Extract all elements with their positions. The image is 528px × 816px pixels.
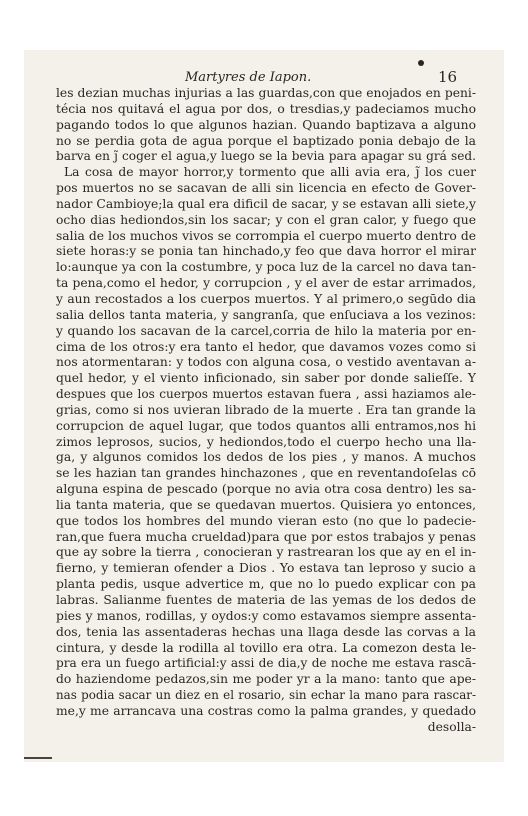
text-line: cintura, y desde la rodilla al tovillo era otra. La comezon desta le-	[56, 640, 476, 655]
text-line: corrupcion de aquel lugar, que todos quantos alli entramos,nos hi	[56, 418, 476, 433]
text-line: y quando los sacavan de la carcel,corria de hilo la materia por en-	[56, 323, 476, 338]
text-line: quel hedor, y el viento inficionado, sin saber por donde salieſſe. Y	[56, 371, 476, 386]
text-line: salia de los muchos vivos se corrompia el cuerpo muerto dentro de	[56, 228, 476, 243]
text-line: pos muertos no se sacavan de alli sin licencia en efecto de Gover-	[56, 181, 476, 196]
scan-edge-mark	[24, 757, 52, 759]
text-line: ga, y algunos comidos los dedos de los pies , y manos. A muchos	[56, 450, 476, 465]
text-line: fierno, y temieran ofender a Dios . Yo estava tan leproso y sucio a	[56, 561, 476, 576]
text-line: nos atormentaran: y todos con alguna cosa, o vestido aventavan a-	[56, 355, 476, 370]
text-line: cima de los otros:y era tanto el hedor, que davamos vozes como si	[56, 339, 476, 354]
text-line: pra era un fuego artificial:y assi de dia,y de noche me estava rascā-	[56, 656, 476, 671]
text-line: nas podia sacar un diez en el rosario, sin echar la mano para rascar-	[56, 688, 476, 703]
text-line: salia dellos tanta materia, y sangranſa, que enſuciava a los vezinos:	[56, 307, 476, 322]
text-line: técia nos quitavá el agua por dos, o tresdias,y padeciamos mucho	[56, 101, 476, 116]
text-line: La cosa de mayor horror,y tormento que alli avia era, ȷ̃ los cuer	[64, 165, 476, 180]
text-line: dos, tenia las assentaderas hechas una llaga desde las corvas a la	[56, 624, 476, 639]
running-head: Martyres de Iapon.	[185, 70, 312, 85]
catchword: desolla-	[427, 719, 476, 734]
text-line: me,y me arrancava una costras como la palma grandes, y quedado	[56, 703, 476, 718]
text-line: lia tanta materia, que se quedavan muertos. Quisiera yo entonces,	[56, 497, 476, 512]
text-line: barva en ȷ̃ coger el agua,y luego se la bevia para apagar su grá sed.	[56, 149, 476, 164]
text-line: labras. Salianme fuentes de materia de las yemas de los dedos de	[56, 593, 476, 607]
text-line: que ay sobre la tierra , conocieran y rastrearan los que ay en el in-	[56, 545, 476, 560]
text-line: ocho dias hediondos,sin los sacar; y con el gran calor, y fuego que	[56, 212, 476, 227]
text-line: lo:aunque ya con la costumbre, y poca luz de la carcel no dava tan-	[56, 260, 476, 275]
text-line: alguna espina de pescado (porque no avia otra cosa dentro) les sa-	[56, 482, 476, 497]
text-line: ran,que fuera mucha crueldad)para que por estos trabajos y penas	[56, 529, 476, 544]
text-line: pies y manos, rodillas, y oydos:y como estavamos siempre assenta-	[56, 608, 476, 623]
text-line: ta pena,como el hedor, y corrupcion , y el aver de estar arrimados,	[56, 276, 476, 291]
text-line: planta pedis, usque advertice m, que no lo puedo explicar con pa	[56, 577, 476, 592]
text-line: grias, como si nos uvieran librado de la muerte . Era tan grande la	[56, 402, 476, 417]
text-line: zimos leprosos, sucios, y hediondos,todo el cuerpo hecho una lla-	[56, 434, 476, 449]
text-line: nador Cambioye;la qual era dificil de sacar, y se estavan alli siete,y	[56, 196, 476, 211]
text-line: y aun recostados a los cuerpos muertos. Y al primero,o segūdo dia	[56, 291, 476, 306]
page-number: 16	[438, 68, 458, 86]
ink-spot	[418, 60, 424, 66]
text-line: que todos los hombres del mundo vieran esto (no que lo padecie-	[56, 513, 476, 528]
text-line: siete horas:y se ponia tan hinchado,y feo que dava horror el mirar	[56, 244, 476, 259]
text-line: se les hazian tan grandes hinchazones , que en reventandoſelas cō	[56, 466, 476, 481]
body-text	[56, 86, 476, 736]
text-line: les dezian muchas injurias a las guardas,con que enojados en peni-	[56, 86, 476, 100]
text-line: do haziendome pedazos,sin me poder yr a la mano: tanto que ape-	[56, 672, 476, 687]
text-line: pagando todos lo que algunos hazian. Quando baptizava a alguno	[56, 117, 476, 132]
text-line: despues que los cuerpos muertos estavan fuera , assi haziamos ale-	[56, 387, 476, 402]
text-line: no se perdia gota de agua porque el baptizado ponia debajo de la	[56, 133, 476, 148]
